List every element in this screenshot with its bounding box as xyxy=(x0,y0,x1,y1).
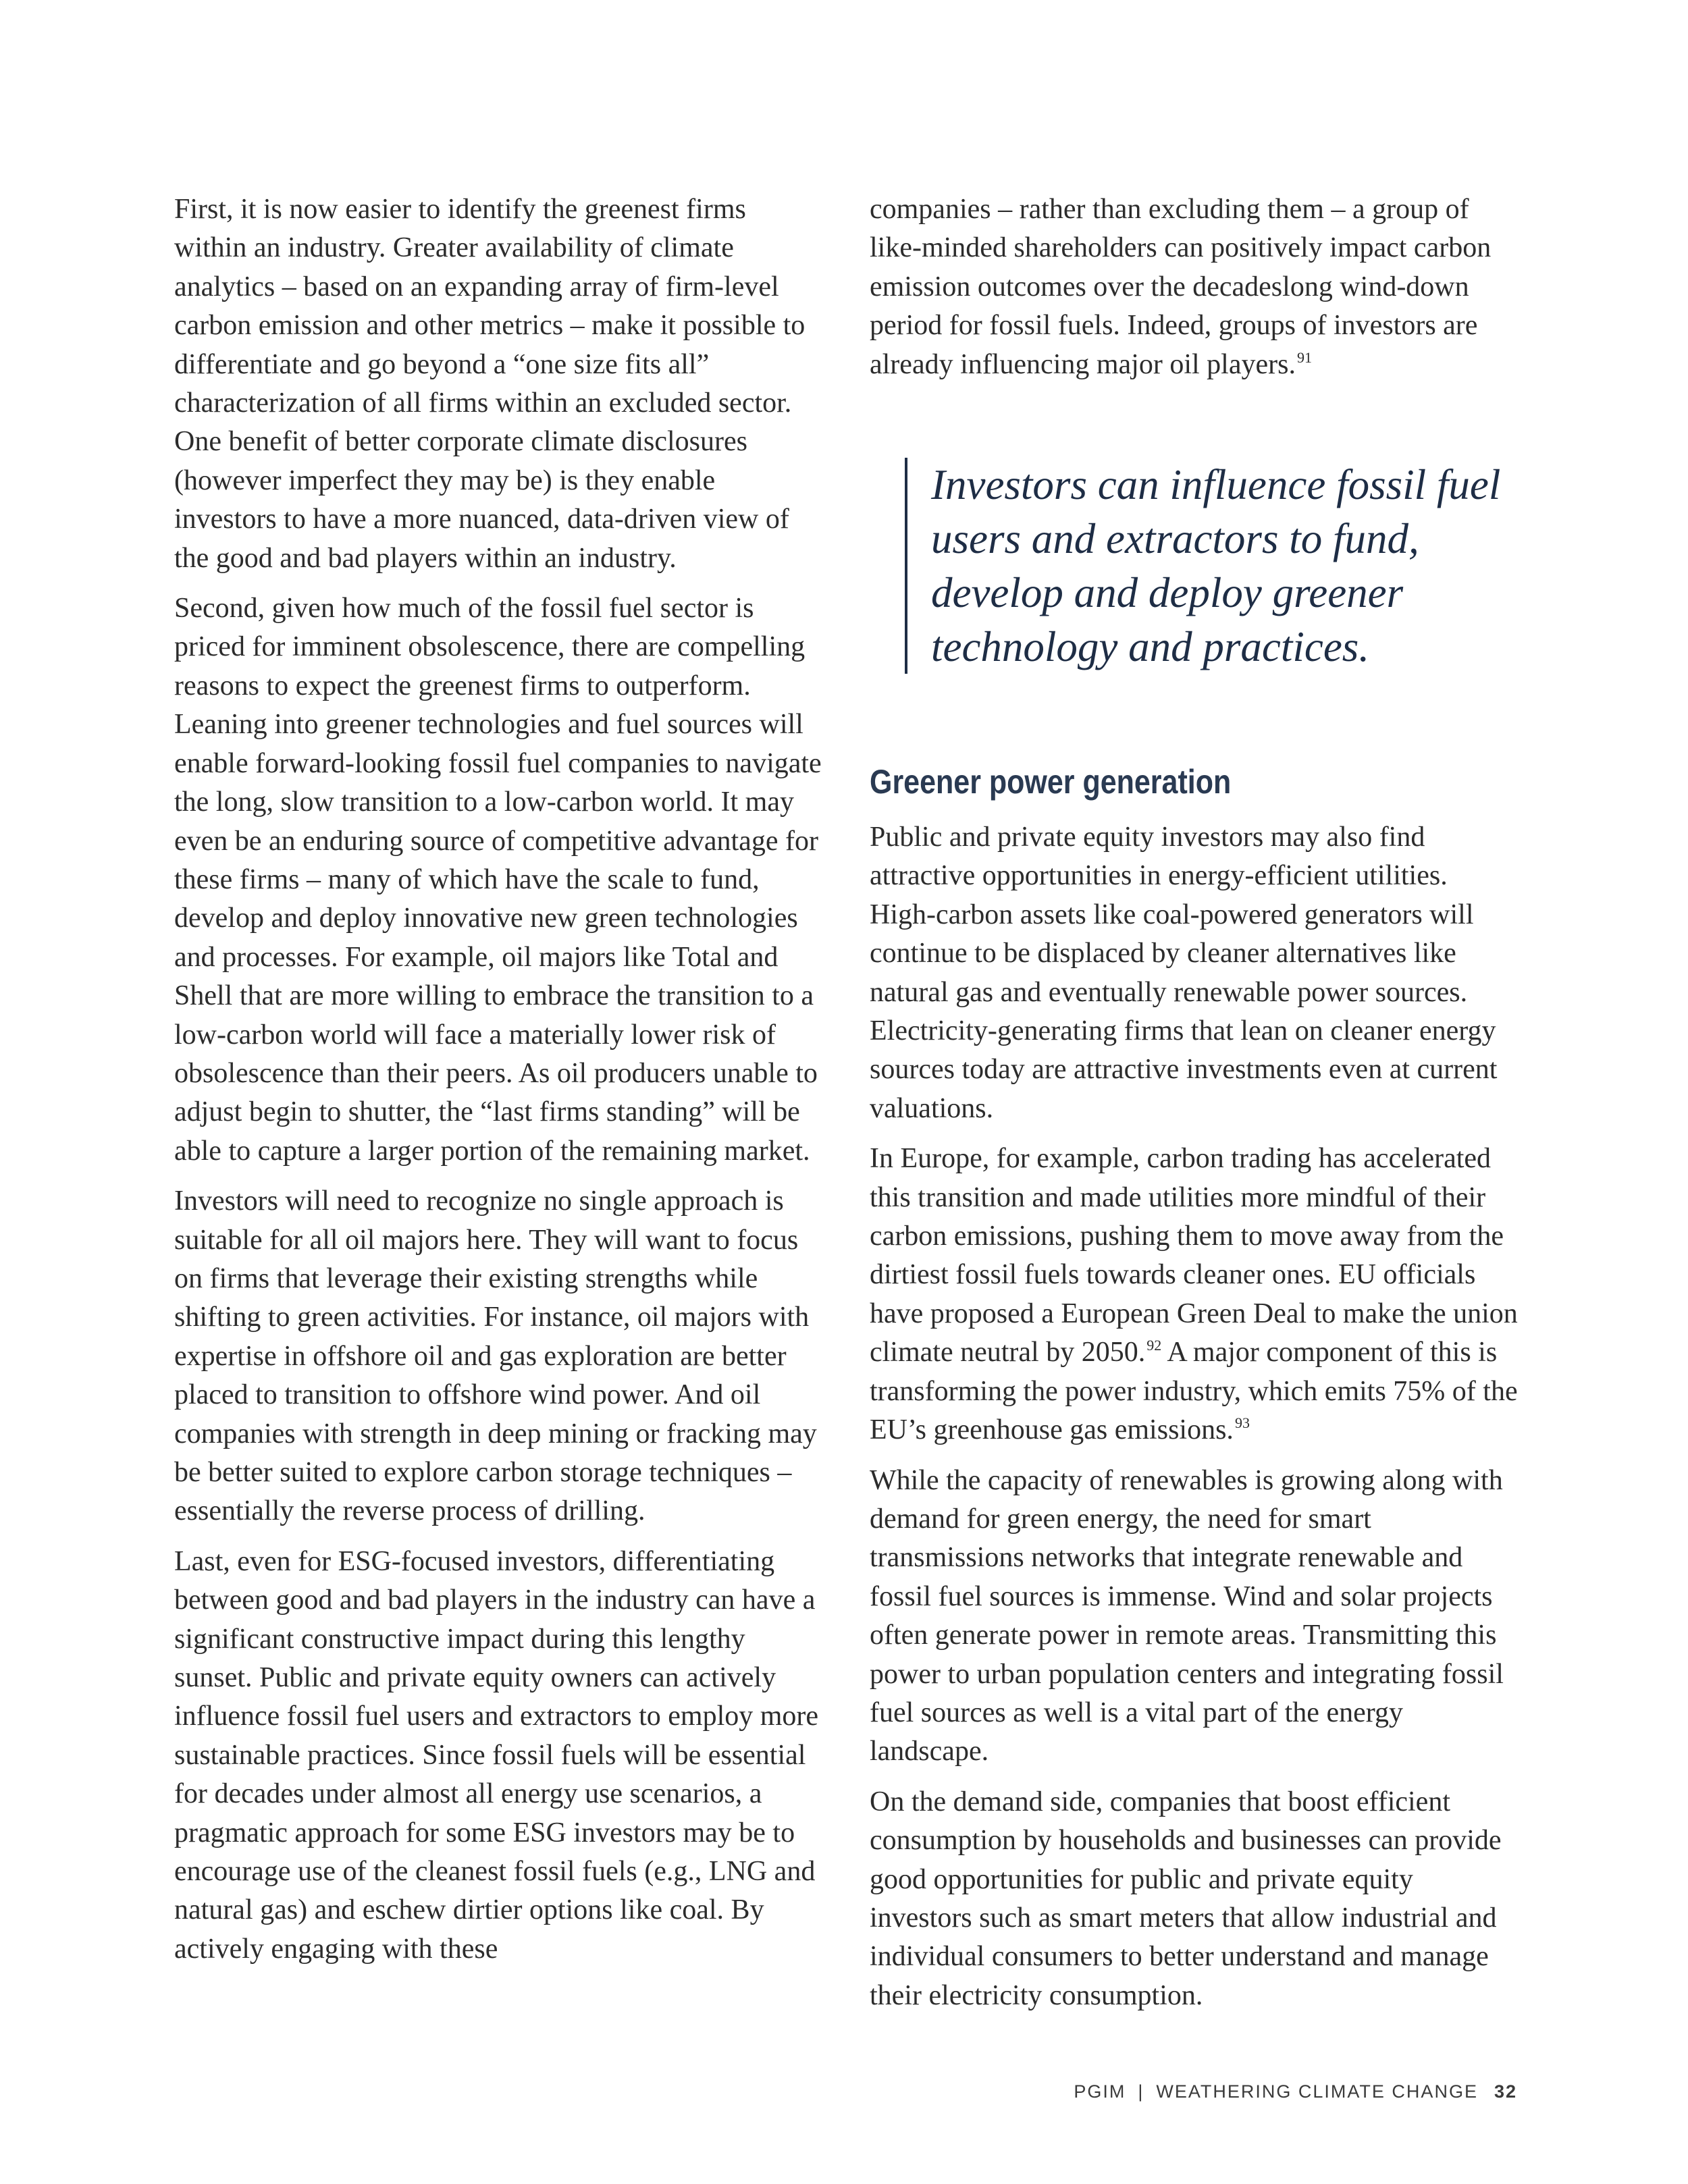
pull-quote-line: technology and practices. xyxy=(931,623,1370,670)
body-text: A major component of this is transforming the power industry, which emits 75% of the EU’s greenhouse gas emissions. xyxy=(870,1337,1518,1446)
body-paragraph: On the demand side, companies that boost efficient consumption by households and businesses can provide good opportunities for public and private equity investors such as smart meters that allow industrial and individual consumers to better understand and manage their electricity consumption. xyxy=(870,1786,1502,2011)
body-paragraph: Investors will need to recognize no single approach is suitable for all oil majors here. They will want to focus on firms that leverage their existing strengths while shifting to green activities. For instance, oil majors with expertise in offshore oil and gas exploration are better placed to transition to offshore wind power. And oil companies with strength in deep mining or fracking may be better suited to explore carbon storage techniques – essentially the reverse process of drilling. xyxy=(174,1186,817,1527)
footer-title: WEATHERING CLIMATE CHANGE xyxy=(1156,2081,1478,2102)
pull-quote-line: users and extractors to fund, xyxy=(931,515,1419,562)
body-paragraph: Public and private equity investors may also find attractive opportunities in energy-efficient utilities. High-carbon assets like coal-powered generators will continue to be displaced by cleaner alternatives like natural gas and eventually renewable power sources. Electricity-generating firms that lean on cleaner energy sources today are attractive investments even at current valuations. xyxy=(870,822,1498,1124)
right-column-lower xyxy=(870,818,1518,2027)
footnote-ref: 92 xyxy=(1146,1337,1162,1354)
footer-brand: PGIM xyxy=(1074,2081,1126,2102)
footnote-ref: 91 xyxy=(1296,348,1312,366)
continuation-text: companies – rather than excluding them – a group of like-minded shareholders can positively impact carbon emission outcomes over the decadeslong wind-down period for fossil fuels. Indeed, groups of investors are already influencing major oil players. xyxy=(870,194,1492,380)
pull-quote-line: develop and deploy greener xyxy=(931,569,1404,616)
footnote-ref: 93 xyxy=(1234,1414,1250,1432)
body-paragraph: While the capacity of renewables is growing along with demand for green energy, the need for smart transmissions networks that integrate renewable and fossil fuel sources is immense. Wind and solar projects often generate power in remote areas. Transmitting this power to urban population centers and integrating fossil fuel sources as well is a vital part of the energy landscape. xyxy=(870,1464,1504,1767)
body-paragraph: Second, given how much of the fossil fuel sector is priced for imminent obsolescence, there are compelling reasons to expect the greenest firms to outperform. Leaning into greener technologies and fuel sources will enable forward-looking fossil fuel companies to navigate the long, slow transition to a low-carbon world. It may even be an enduring source of competitive advantage for these firms – many of which have the scale to fund, develop and deploy innovative new green technologies and processes. For example, oil majors like Total and Shell that are more willing to embrace the transition to a low-carbon world will face a materially lower risk of obsolescence than their peers. As oil producers unable to adjust begin to shutter, the “last firms standing” will be able to capture a larger portion of the remaining market. xyxy=(174,593,822,1167)
pull-quote-line: Investors can influence fossil fuel xyxy=(931,461,1501,508)
page-footer xyxy=(1074,2081,1517,2102)
body-text: In Europe, for example, carbon trading has accelerated this transition and made utilities more mindful of their carbon emissions, pushing them to move away from the dirtiest fossil fuels towards cleaner ones. EU officials have proposed a European Green Deal to make the union climate neutral by 2050. xyxy=(870,1143,1518,1368)
page-number: 32 xyxy=(1494,2081,1517,2102)
body-paragraph: First, it is now easier to identify the greenest firms within an industry. Greater availability of climate analytics – based on an expanding array of firm-level carbon emission and other metrics – make it possible to differentiate and go beyond a “one size fits all” characterization of all firms within an excluded sector. One benefit of better corporate climate disclosures (however imperfect they may be) is they enable investors to have a more nuanced, data-driven view of the good and bad players within an industry. xyxy=(174,194,806,574)
footer-separator: | xyxy=(1138,2081,1144,2102)
body-paragraph: Last, even for ESG-focused investors, differentiating between good and bad players in the industry can have a significant constructive impact during this lengthy sunset. Public and private equity owners can actively influence fossil fuel users and extractors to employ more sustainable practices. Since fossil fuels will be essential for decades under almost all energy use scenarios, a pragmatic approach for some ESG investors may be to encourage use of the cleanest fossil fuels (e.g., LNG and natural gas) and eschew dirtier options like coal. By actively engaging with these xyxy=(174,1545,819,1965)
section-heading: Greener power generation xyxy=(870,763,1232,801)
continuation-paragraph xyxy=(870,190,1518,384)
left-column xyxy=(174,190,822,1980)
body-paragraph xyxy=(870,1140,1518,1449)
right-column-top xyxy=(870,190,1518,396)
pull-quote xyxy=(905,458,1525,674)
